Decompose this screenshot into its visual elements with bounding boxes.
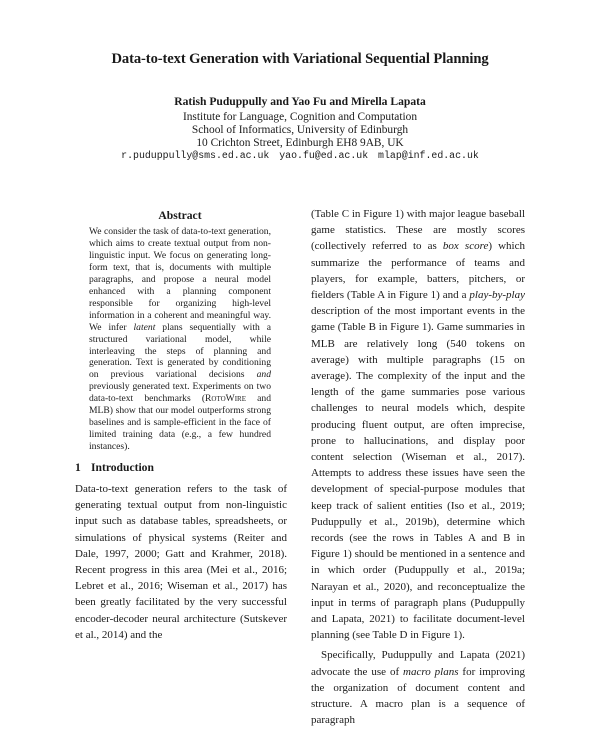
right-column	[311, 206, 525, 729]
abstract-body: We consider the task of data-to-text generation, which aims to create textual output from non-linguistic input. We focus on generating long-form text, that is, documents with multiple paragraphs, and propose a neural model enhanced with a planning component responsible for organizing high-level information in a coherent and meaningful way. We infer latent plans sequentially with a structured variational model, while interleaving the steps of planning and generation. Text is generated by conditioning on previous variational decisions and previously generated text. Experiments on two data-to-text benchmarks (RotoWire and MLB) show that our model outperforms strong baselines and is sample-efficient in the face of limited training data (e.g., a few hundred instances).	[89, 226, 271, 453]
abstract-heading: Abstract	[158, 209, 202, 222]
affiliation-line: Institute for Language, Cognition and Computation	[182, 111, 418, 123]
introduction-paragraph: Data-to-text generation refers to the task of generating textual output from non-linguistic input such as database tables, spreadsheets, or simulations of physical systems (Reiter and Dale, 1997, 2000; Gatt and Krahmer, 2018). Recent progress in this area (Mei et al., 2016; Lebret et al., 2016; Wiseman et al., 2017) has been greatly facilitated by the very successful encoder-decoder neural architecture (Sutskever et al., 2014) and the	[75, 483, 287, 641]
paper-title: Data-to-text Generation with Variational Sequential Planning	[111, 51, 489, 67]
section-number: 1	[75, 461, 81, 474]
section-title: Introduction	[91, 461, 154, 474]
paper-authors: Ratish Puduppully and Yao Fu and Mirella Lapata	[174, 95, 426, 108]
right-column-paragraph: (Table C in Figure 1) with major league baseball game statistics. These are mostly scores (collectively referred to as box score) which summarize the performance of teams and players, for example, batters, pitchers, or fielders (Table A in Figure 1) and a play-by-play description of the most important events in the game (Table B in Figure 1). Game summaries in MLB are relatively long (540 tokens on average) with multiple paragraphs (15 on average). The complexity of the input and the length of the game summaries pose various challenges to neural models which, despite producing fluent output, are often imprecise, prone to hallucinations, and display poor content selection (Wiseman et al., 2017). Attempts to address these issues have seen the development of special-purpose modules that keep track of salient entities (Iso et al., 2019; Puduppully et al., 2019b), determine which records (see the rows in Tables A and B in Figure 1) should be mentioned in a sentence and in which order (Puduppully et al., 2019a; Narayan et al., 2020), and reconceptualize the input in terms of paragraph plans (Puduppully and Lapata, 2021) to facilitate document-level planning (see Table D in Figure 1).	[311, 208, 525, 642]
section-heading-introduction	[75, 461, 154, 474]
affiliation-line: 10 Crichton Street, Edinburgh EH8 9AB, UK	[196, 137, 404, 149]
right-column-paragraph: Specifically, Puduppully and Lapata (2021) advocate the use of macro plans for improving the organization of document content and structure. A macro plan is a sequence of paragraph	[311, 649, 525, 727]
author-emails: r.puduppully@sms.ed.ac.uk yao.fu@ed.ac.uk mlap@inf.ed.ac.uk	[121, 150, 479, 161]
affiliation-line: School of Informatics, University of Edinburgh	[191, 124, 409, 136]
